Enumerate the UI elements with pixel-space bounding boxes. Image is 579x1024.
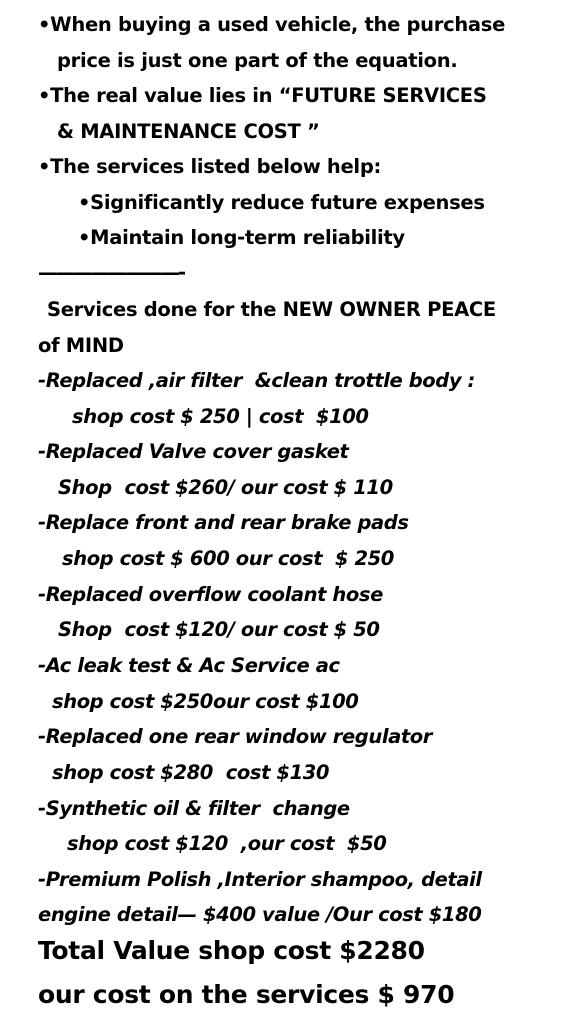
services-heading-line-2: of MIND [38, 334, 124, 357]
intro-line-1: •When buying a used vehicle, the purchase [38, 13, 506, 36]
intro-line-5: •The services listed below help: [38, 155, 381, 178]
service-name: -Replace front and rear brake pads [38, 511, 409, 534]
service-name: -Ac leak test & Ac Service ac [38, 654, 340, 677]
intro-line-6: •Significantly reduce future expenses [78, 191, 485, 214]
service-name: -Replaced one rear window regulator [38, 725, 432, 748]
service-name: -Replaced Valve cover gasket [38, 440, 349, 463]
service-cost: shop cost $250our cost $100 [52, 690, 359, 713]
service-name: -Synthetic oil & filter change [38, 797, 350, 820]
service-name: -Replaced overflow coolant hose [38, 583, 383, 606]
total-shop-cost: Total Value shop cost $2280 [38, 936, 425, 965]
service-cost: engine detail— $400 value /Our cost $180 [38, 903, 482, 926]
service-cost: shop cost $ 250 | cost $100 [72, 405, 369, 428]
services-heading-line-1: Services done for the NEW OWNER PEACE [47, 298, 496, 321]
service-cost: Shop cost $260/ our cost $ 110 [58, 476, 393, 499]
intro-line-3: •The real value lies in “FUTURE SERVICES [38, 84, 487, 107]
divider: ————————- [38, 261, 185, 284]
service-cost: shop cost $120 ,our cost $50 [67, 832, 387, 855]
service-cost: Shop cost $120/ our cost $ 50 [58, 618, 380, 641]
intro-line-7: •Maintain long-term reliability [78, 226, 405, 249]
intro-line-4: & MAINTENANCE COST ” [57, 120, 320, 143]
service-name: -Replaced ,air filter &clean trottle body : [38, 369, 475, 392]
service-cost: shop cost $280 cost $130 [52, 761, 330, 784]
service-name: -Premium Polish ,Interior shampoo, detail [38, 868, 482, 891]
total-our-cost: our cost on the services $ 970 [38, 980, 455, 1009]
service-cost: shop cost $ 600 our cost $ 250 [62, 547, 394, 570]
intro-line-2: price is just one part of the equation. [57, 49, 458, 72]
